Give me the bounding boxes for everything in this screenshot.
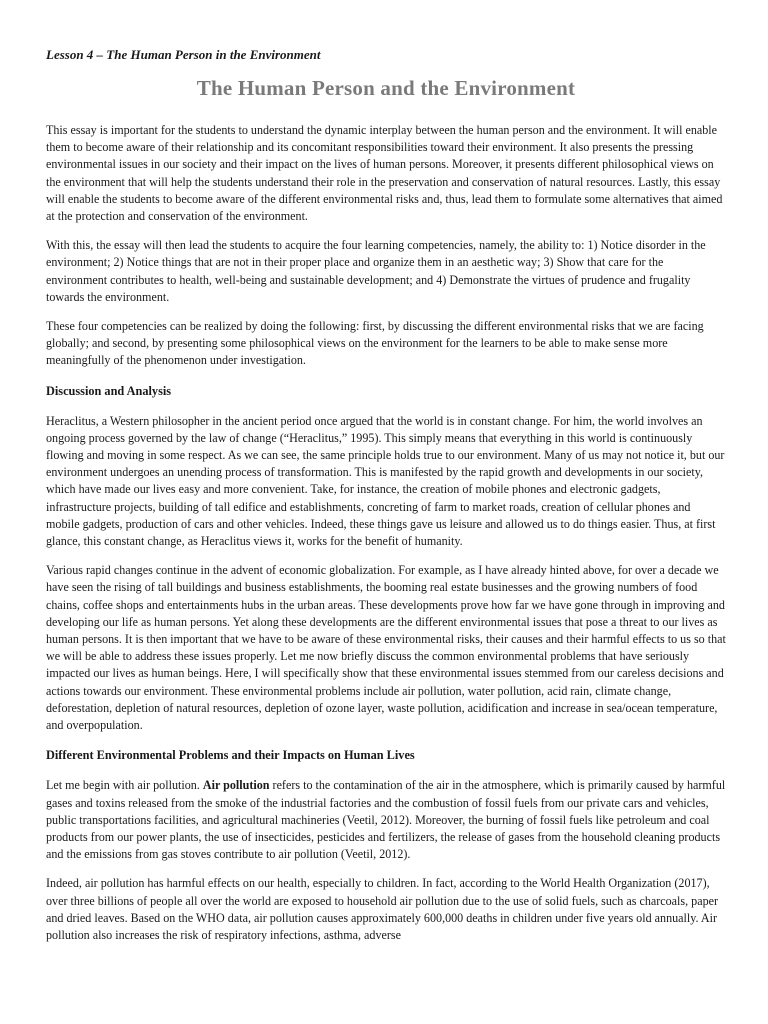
problems-paragraph-2: Indeed, air pollution has harmful effects on our health, especially to children. In fact, according to the World Health Organization (2017), over three billions of people all over the world are exposed to household air pollution due to the use of solid fuels, such as charcoals, paper and dried leaves. Based on the WHO data, air pollution causes approximately 600,000 deaths in children under five years old annually. Air pollution also increases the risk of respiratory infections, asthma, adverse — [46, 876, 719, 942]
document-title: The Human Person and the Environment — [196, 76, 576, 100]
section-heading-problems: Different Environmental Problems and their Impacts on Human Lives — [46, 748, 415, 763]
problems-paragraph-1 — [46, 777, 726, 863]
intro-paragraph-1: This essay is important for the students to understand the dynamic interplay between the human person and the environment. It will enable them to become aware of their relationship and its concomitant responsibilities toward their environment. It also presents the pressing environmental issues in our society and their impact on the lives of human persons. Moreover, it presents different philosophical views on the environment that will help the students understand their role in the preservation and conservation of natural resources. Lastly, this essay will enable the students to become aware of the different environmental risks and, thus, lead them to formulate some alternatives that aimed at the protection and conservation of the environment. — [46, 123, 723, 224]
intro-paragraph-2: With this, the essay will then lead the students to acquire the four learning competencies, namely, the ability to: 1) Notice disorder in the environment; 2) Notice things that are not in their proper place and organize them in an aesthetic way; 3) Show that care for the environment contributes to health, well-being and sustainable development; and 4) Demonstrate the virtues of prudence and frugality towards the environment. — [46, 238, 706, 304]
document-page — [46, 46, 726, 956]
intro-paragraph-3: These four competencies can be realized by doing the following: first, by discussing the different environmental risks that we are facing globally; and second, by presenting some philosophical views on the environment for the learners to be able to make sense more meaningfully of the phenomenon under investigation. — [46, 319, 704, 368]
problems-paragraph-1-lead: Let me begin with air pollution. — [46, 778, 203, 793]
term-air-pollution: Air pollution — [202, 778, 270, 793]
problems-paragraph-1-body: refers to the contamination of the air in the atmosphere, which is primarily caused by harmful gases and toxins released from the smoke of the industrial factories and the combustion of fossil fuels from our private cars and vehicles, public transportations facilities, and agricultural machineries (Veetil, 2012). Moreover, the burning of fossil fuels like petroleum and coal products from our power plants, the use of insecticides, pesticides and fertilizers, the release of gases from the household cleaning products and the emissions from gas stoves contribute to air pollution (Veetil, 2012). — [46, 778, 726, 862]
lesson-label: Lesson 4 – The Human Person in the Environment — [46, 47, 321, 62]
discussion-paragraph-2: Various rapid changes continue in the advent of economic globalization. For example, as I have already hinted above, for over a decade we have seen the rising of tall buildings and business establishments, the booming real estate businesses and the growing numbers of food chains, coffee shops and entertainments hubs in the urban areas. These developments prove how far we have gone through in improving and developing our life as human persons. Yet along these developments are the different environmental issues that pose a threat to our lives as human persons. It is then important that we have to be aware of these environmental risks, their causes and their harmful effects to us so that we will be able to address these issues properly. Let me now briefly discuss the common environmental problems that have seriously impacted our lives as human beings. Here, I will specifically show that these environmental issues stemmed from our careless decisions and actions towards our environment. These environmental problems include air pollution, water pollution, acid rain, climate change, deforestation, depletion of natural resources, depletion of ozone layer, waste pollution, acidification and increase in sea/ocean temperature, and overpopulation. — [46, 563, 726, 733]
discussion-paragraph-1: Heraclitus, a Western philosopher in the ancient period once argued that the world is in constant change. For him, the world involves an ongoing process governed by the law of change (“Heraclitus,” 1995). This simply means that everything in this world is continuously flowing and moving in some respect. As we can see, the same principle holds true to our environment. Many of us may not notice it, but our environment undergoes an unending process of transformation. This is manifested by the rapid growth and developments in our society, which have made our lives easy and more convenient. Take, for instance, the creation of mobile phones and electronic gadgets, infrastructure projects, building of tall edifice and establishments, concreting of farm to market roads, creation of cellular phones and mobile gadgets, production of cars and other vehicles. Indeed, these things gave us leisure and allowed us to do things easier. Thus, at first glance, this constant change, as Heraclitus views it, works for the benefit of humanity. — [46, 413, 725, 549]
section-heading-discussion: Discussion and Analysis — [46, 383, 172, 398]
